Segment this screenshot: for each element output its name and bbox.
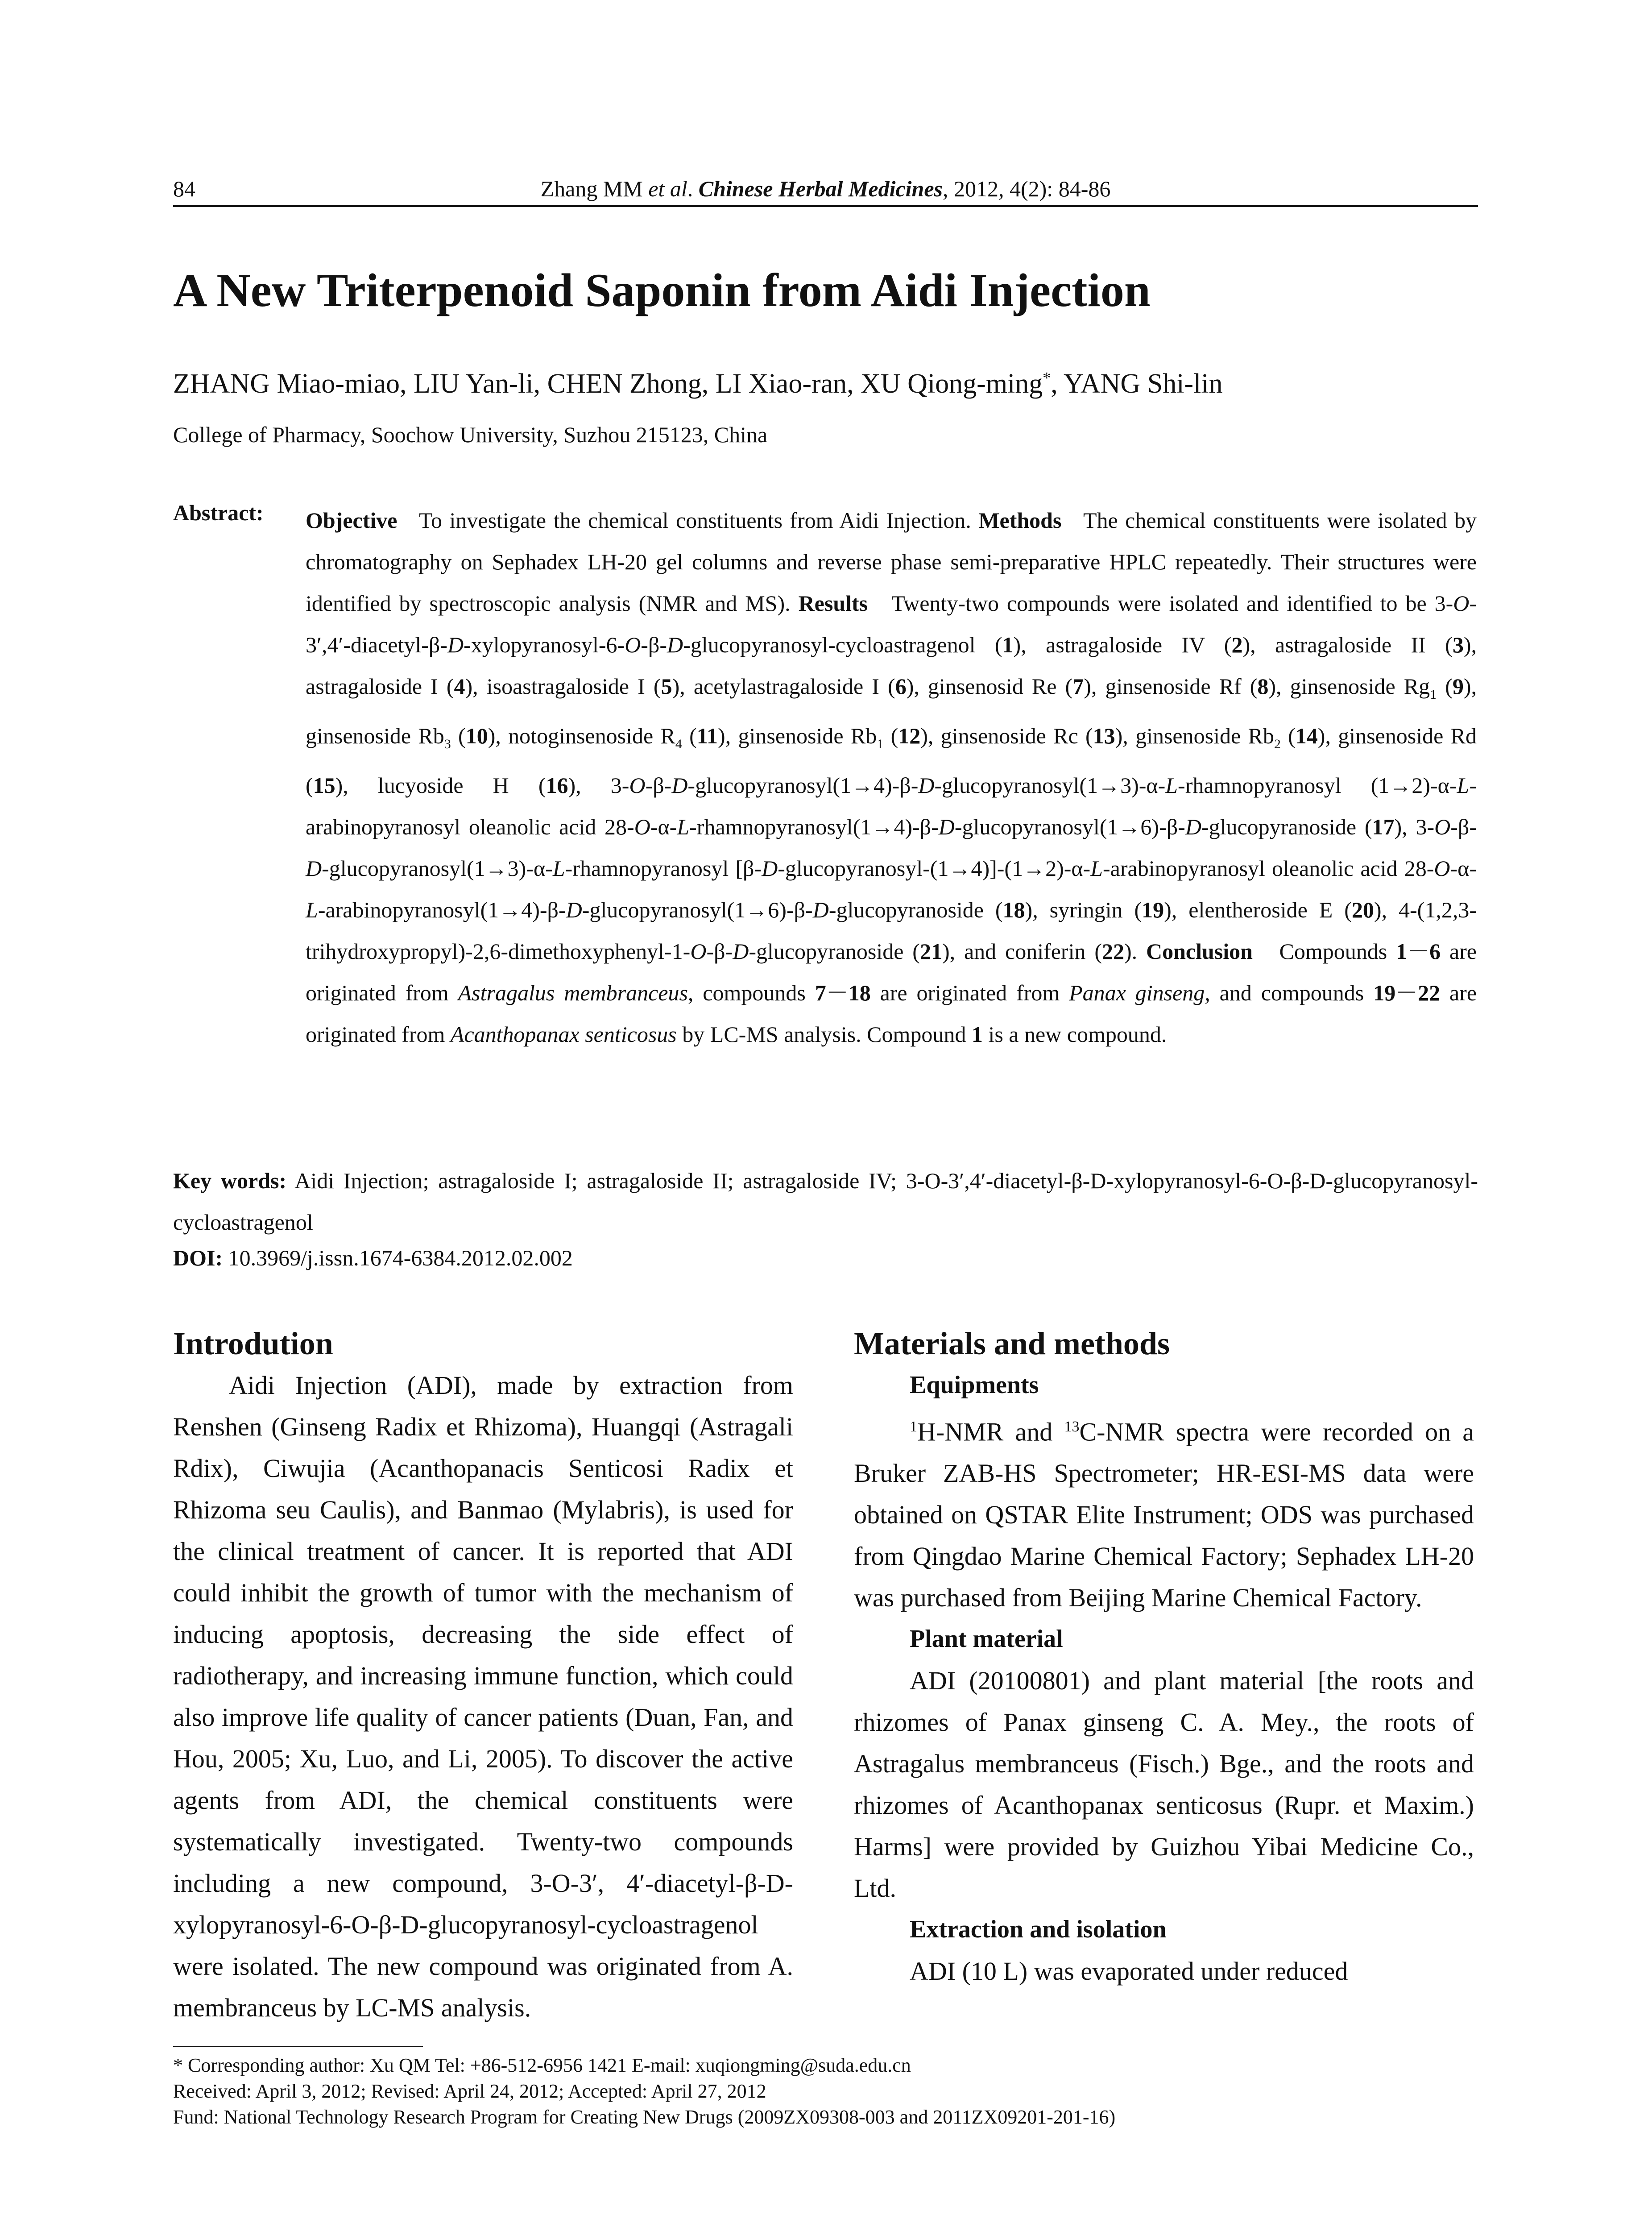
equipments-text: $^1$H-NMR and $^{13}$C-NMR spectra were recorded on a Bruker ZAB-HS Spectrometer; HR-ESI-MS data were obtained on QSTAR Elite Instrument; ODS was purchased from Qingdao Marine Chemical Factory; Sephadex LH-20 was purchased from Beijing Marine Chemical Factory. [854,1417,1474,1613]
running-header [173,173,1478,207]
plant-material-heading: Plant material [910,1625,1063,1653]
keywords: Key words: Aidi Injection; astragaloside I; astragaloside II; astragaloside IV; 3-O-3′,4′-diacetyl-β-D-xylopyranosyl-6-O-β-D-glucopyranosyl-cycloastragenol [173,1168,1478,1235]
footnotes [173,2053,1478,2130]
article-title: A New Triterpenoid Saponin from Aidi Injection [173,264,1151,316]
corresponding-author-note: * Corresponding author: Xu QM Tel: +86-512-6956 1421 E-mail: xuqiongming@suda.edu.cn [173,2054,911,2076]
equipments-heading: Equipments [910,1371,1039,1399]
corresponding-mark: * [1043,369,1051,387]
plant-material-text: ADI (20100801) and plant material [the roots and rhizomes of Panax ginseng C. A. Mey., the roots of Astragalus membranceus (Fisch.) Bge., and the roots and rhizomes of Acanthopanax senticosus (Rupr. et Maxim.) Harms] were provided by Guizhou Yibai Medicine Co., Ltd. [854,1666,1474,1903]
introduction-text: Aidi Injection (ADI), made by extraction from Renshen (Ginseng Radix et Rhizoma), Huangqi (Astragali Rdix), Ciwujia (Acanthopanacis Senticosi Radix et Rhizoma seu Caulis), and Banmao (Mylabris), is used for the clinical treatment of cancer. It is reported that ADI could inhibit the growth of tumor with the mechanism of inducing apoptosis, decreasing the side effect of radiotherapy, and increasing immune function, which could also improve life quality of cancer patients (Duan, Fan, and Hou, 2005; Xu, Luo, and Li, 2005). To discover the active agents from ADI, the chemical constituents were systematically investigated. Twenty-two compounds including a new compound, 3-O-3′, 4′-diacetyl-β-D-xylopyranosyl-6-O-β-D-glucopyranosyl-cycloastragenol were isolated. The new compound was originated from A. membranceus by LC-MS analysis. [173,1371,793,2022]
author-list: ZHANG Miao-miao, LIU Yan-li, CHEN Zhong, LI Xiao-ran, XU Qiong-ming*, YANG Shi-lin [173,369,1223,399]
right-column [854,1323,1474,1992]
methods-heading: Materials and methods [854,1326,1170,1361]
affiliation: College of Pharmacy, Soochow University, Suzhou 215123, China [173,422,768,447]
footnote-divider [173,2046,423,2047]
received-dates: Received: April 3, 2012; Revised: April 24, 2012; Accepted: April 27, 2012 [173,2080,766,2102]
doi: DOI: 10.3969/j.issn.1674-6384.2012.02.002 [173,1245,573,1270]
abstract-body: Objective To investigate the chemical constituents from Aidi Injection. Methods The chemical constituents were isolated by chromatography on Sephadex LH-20 gel columns and reverse phase semi-preparative HPLC repeatedly. Their structures were identified by spectroscopic analysis (NMR and MS). Results Twenty-two compounds were isolated and identified to be 3-O-3′,4′-diacetyl-β-D-xylopyranosyl-6-O-β-D-glucopyranosyl-cycloastragenol (1), astragaloside IV (2), astragaloside II (3), astragaloside I (4), isoastragaloside I (5), acetylastragaloside I (6), ginsenosid Re (7), ginsenoside Rf (8), ginsenoside $Rg_1$ (9), ginsenoside $Rb_3$ (10), notoginsenoside $R_4$ (11), ginsenoside $Rb_1$ (12), ginsenoside Rc (13), ginsenoside $Rb_2$ (14), ginsenoside Rd (15), lucyoside H (16), 3-O-β-D-glucopyranosyl(1→4)-β-D-glucopyranosyl(1→3)-α-L-rhamnopyranosyl (1→2)-α-L-arabinopyranosyl oleanolic acid 28-O-α-L-rhamnopyranosyl(1→4)-β-D-glucopyranosyl(1→6)-β-D-glucopyranoside (17), 3-O-β-D-glucopyranosyl(1→3)-α-L-rhamnopyranosyl [β-D-glucopyranosyl-(1→4)]-(1→2)-α-L-arabinopyranosyl oleanolic acid 28-O-α-L-arabinopyranosyl(1→4)-β-D-glucopyranosyl(1→6)-β-D-glucopyranoside (18), syringin (19), elentheroside E (20), 4-(1,2,3-trihydroxypropyl)-2,6-dimethoxyphenyl-1-O-β-D-glucopyranoside (21), and coniferin (22). Conclusion Compounds 1－6 are originated from Astragalus membranceus, compounds 7－18 are originated from Panax ginseng, and compounds 19－22 are originated from Acanthopanax senticosus by LC-MS analysis. Compound 1 is a new compound. [306,508,1477,1047]
extraction-heading: Extraction and isolation [910,1916,1167,1944]
fund-note: Fund: National Technology Research Program for Creating New Drugs (2009ZX09308-003 and 2011ZX09201-201-16) [173,2106,1116,2128]
extraction-text: ADI (10 L) was evaporated under reduced [910,1957,1348,1986]
journal-citation: Zhang MM et al. Chinese Herbal Medicines, 2012, 4(2): 84-86 [540,176,1111,201]
left-column [173,1323,793,2028]
page-number: 84 [173,176,195,201]
introduction-heading: Introdution [173,1326,333,1361]
abstract-label: Abstract: [173,500,264,525]
